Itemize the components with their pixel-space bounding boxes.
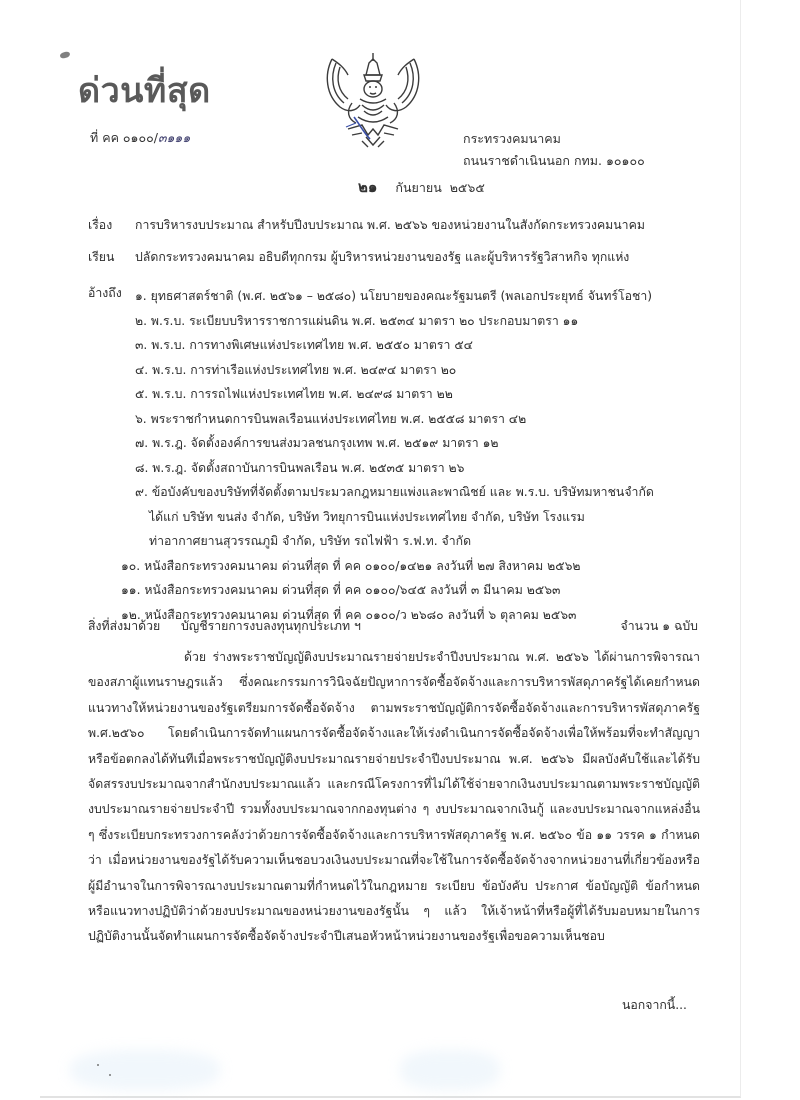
body-paragraph [88, 645, 700, 950]
reference-9-line-2: ได้แก่ บริษัท ขนส่ง จำกัด, บริษัท วิทยุการบินแห่งประเทศไทย จำกัด, บริษัท โรงแรม [149, 509, 585, 524]
scan-speck [97, 1064, 99, 1066]
recipient-text: ปลัดกระทรวงคมนาคม อธิบดีทุกกรม ผู้บริหารหน่วยงานของรัฐ และผู้บริหารรัฐวิสาหกิจ ทุกแห่ง [135, 250, 630, 264]
reference-item: ๑๐. หนังสือกระทรวงคมนาคม ด่วนที่สุด ที่ คค ๐๑๐๐/๑๔๒๑ ลงวันที่ ๒๗ สิงหาคม ๒๕๖๒ [121, 558, 581, 573]
subject-row [88, 218, 645, 233]
reference-item-9 [135, 480, 755, 554]
reference-item: ๒. พ.ร.บ. ระเบียบบริหารราชการแผ่นดิน พ.ศ. ๒๕๓๔ มาตรา ๒๐ ประกอบมาตรา ๑๑ [135, 313, 579, 328]
references-label: อ้างถึง [88, 286, 122, 300]
ministry-address: ถนนราชดำเนินนอก กทม. ๑๐๑๐๐ [463, 153, 645, 168]
enclosure-quantity: จำนวน ๑ ฉบับ [620, 619, 698, 633]
scan-stain [70, 1050, 220, 1090]
subject-label: เรื่อง [88, 218, 113, 232]
recipient-label: เรียน [88, 250, 115, 264]
subject-text: การบริหารงบประมาณ สำหรับปีงบประมาณ พ.ศ. ๒๕๖๖ ของหน่วยงานในสังกัดกระทรวงคมนาคม [135, 218, 645, 232]
references-list [121, 284, 755, 627]
document-number [90, 130, 190, 145]
reference-9-line-1: ๙. ข้อบังคับของบริษัทที่จัดตั้งตามประมวลกฎหมายแพ่งและพาณิชย์ และ พ.ร.บ. บริษัทมหาชนจำกัด [135, 485, 654, 499]
continued-marker: นอกจากนี้... [622, 998, 687, 1012]
document-date [358, 175, 485, 199]
reference-item: ๖. พระราชกำหนดการบินพลเรือนแห่งประเทศไทย พ.ศ. ๒๕๕๘ มาตรา ๔๒ [135, 411, 527, 426]
ministry-block [463, 128, 645, 172]
scan-speck [109, 1074, 111, 1076]
document-number-handwritten: ๓๑๑๑ [157, 130, 191, 145]
enclosure-text: บัญชีรายการงบลงทุนทุกประเภท ฯ [181, 619, 361, 633]
reference-item: ๑๑. หนังสือกระทรวงคมนาคม ด่วนที่สุด ที่ คค ๐๑๐๐/๖๔๕ ลงวันที่ ๓ มีนาคม ๒๕๖๓ [121, 583, 561, 597]
garuda-emblem-icon [318, 45, 428, 155]
reference-item: ๔. พ.ร.บ. การท่าเรือแห่งประเทศไทย พ.ศ. ๒๔๙๔ มาตรา ๒๐ [135, 362, 457, 377]
reference-9-line-3: ท่าอากาศยานสุวรรณภูมิ จำกัด, บริษัท รถไฟฟ้า ร.ฟ.ท. จำกัด [149, 534, 472, 548]
document-number-prefix: ที่ คค ๐๑๐๐/ [90, 130, 158, 145]
recipient-row [88, 250, 629, 265]
reference-item: ๑๒. หนังสือกระทรวงคมนาคม ด่วนที่สุด ที่ คค ๐๑๐๐/ว ๒๖๘๐ ลงวันที่ ๖ ตุลาคม ๒๕๖๓ [121, 607, 577, 622]
reference-item: ๑. ยุทธศาสตร์ชาติ (พ.ศ. ๒๕๖๑ – ๒๕๘๐) นโยบายของคณะรัฐมนตรี (พลเอกประยุทธ์ จันทร์โอชา) [135, 289, 653, 303]
reference-item: ๘. พ.ร.ฎ. จัดตั้งสถาบันการบินพลเรือน พ.ศ. ๒๕๓๕ มาตรา ๒๖ [135, 460, 465, 475]
date-month-year: กันยายน ๒๕๖๕ [395, 180, 485, 195]
reference-item: ๕. พ.ร.บ. การรถไฟแห่งประเทศไทย พ.ศ. ๒๔๙๘ มาตรา ๒๒ [135, 387, 453, 401]
date-day: ๒๑ [358, 178, 378, 196]
reference-item: ๗. พ.ร.ฎ. จัดตั้งองค์การขนส่งมวลชนกรุงเทพ พ.ศ. ๒๕๑๙ มาตรา ๑๒ [135, 436, 499, 450]
reference-item: ๓. พ.ร.บ. การทางพิเศษแห่งประเทศไทย พ.ศ. ๒๕๕๐ มาตรา ๕๔ [135, 338, 473, 352]
body-paragraph-text: ด้วย ร่างพระราชบัญญัติงบประมาณรายจ่ายประจำปีงบประมาณ พ.ศ. ๒๕๖๖ ได้ผ่านการพิจารณาของสภาผู้แทนราษฎรแล้ว ซึ่งคณะกรรมการวินิจฉัยปัญหาการจัดซื้อจัดจ้างและการบริหารพัสดุภาครัฐได้เคยกำหนดแนวทางให้หน่วยงานของรัฐเตรียมการจัดซื้อจัดจ้าง ตามพระราชบัญญัติการจัดซื้อจัดจ้างและการบริหารพัสดุภาครัฐ พ.ศ.๒๕๖๐ โดยดำเนินการจัดทำแผนการจัดซื้อจัดจ้างและให้เร่งดำเนินการจัดซื้อจัดจ้างเพื่อให้พร้อมที่จะทำสัญญาหรือข้อตกลงได้ทันทีเมื่อพระราชบัญญัติงบประมาณรายจ่ายประจำปีงบประมาณ พ.ศ. ๒๕๖๖ มีผลบังคับใช้และได้รับจัดสรรงบประมาณจากสำนักงบประมาณแล้ว และกรณีโครงการที่ไม่ได้ใช้จ่ายจากเงินงบประมาณตามพระราชบัญญัติงบประมาณรายจ่ายประจำปี รวมทั้งงบประมาณจากกองทุนต่าง ๆ งบประมาณจากเงินกู้ และงบประมาณจากแหล่งอื่น ๆ ซึ่งระเบียบกระทรวงการคลังว่าด้วยการจัดซื้อจัดจ้างและการบริหารพัสดุภาครัฐ พ.ศ. ๒๕๖๐ ข้อ ๑๑ วรรค ๑ กำหนดว่า เมื่อหน่วยงานของรัฐได้รับความเห็นชอบวงเงินงบประมาณที่จะใช้ในการจัดซื้อจัดจ้างจากหน่วยงานที่เกี่ยวข้องหรือผู้มีอำนาจในการพิจารณางบประมาณตามที่กำหนดไว้ในกฎหมาย ระเบียบ ข้อบังคับ ประกาศ ข้อบัญญัติ ข้อกำหนด หรือแนวทางปฏิบัติว่าด้วยงบประมาณของหน่วยงานของรัฐนั้น ๆ แล้ว ให้เจ้าหน้าที่หรือผู้ที่ได้รับมอบหมายในการปฏิบัติงานนั้นจัดทำแผนการจัดซื้อจัดจ้างประจำปีเสนอหัวหน้าหน่วยงานของรัฐเพื่อขอความเห็นชอบ [88, 650, 700, 944]
enclosure-label: สิ่งที่ส่งมาด้วย [88, 619, 161, 633]
urgency-heading: ด่วนที่สุด [78, 71, 211, 111]
scan-stain [400, 1050, 500, 1090]
enclosure-row [88, 617, 698, 636]
ministry-name: กระทรวงคมนาคม [463, 131, 561, 146]
